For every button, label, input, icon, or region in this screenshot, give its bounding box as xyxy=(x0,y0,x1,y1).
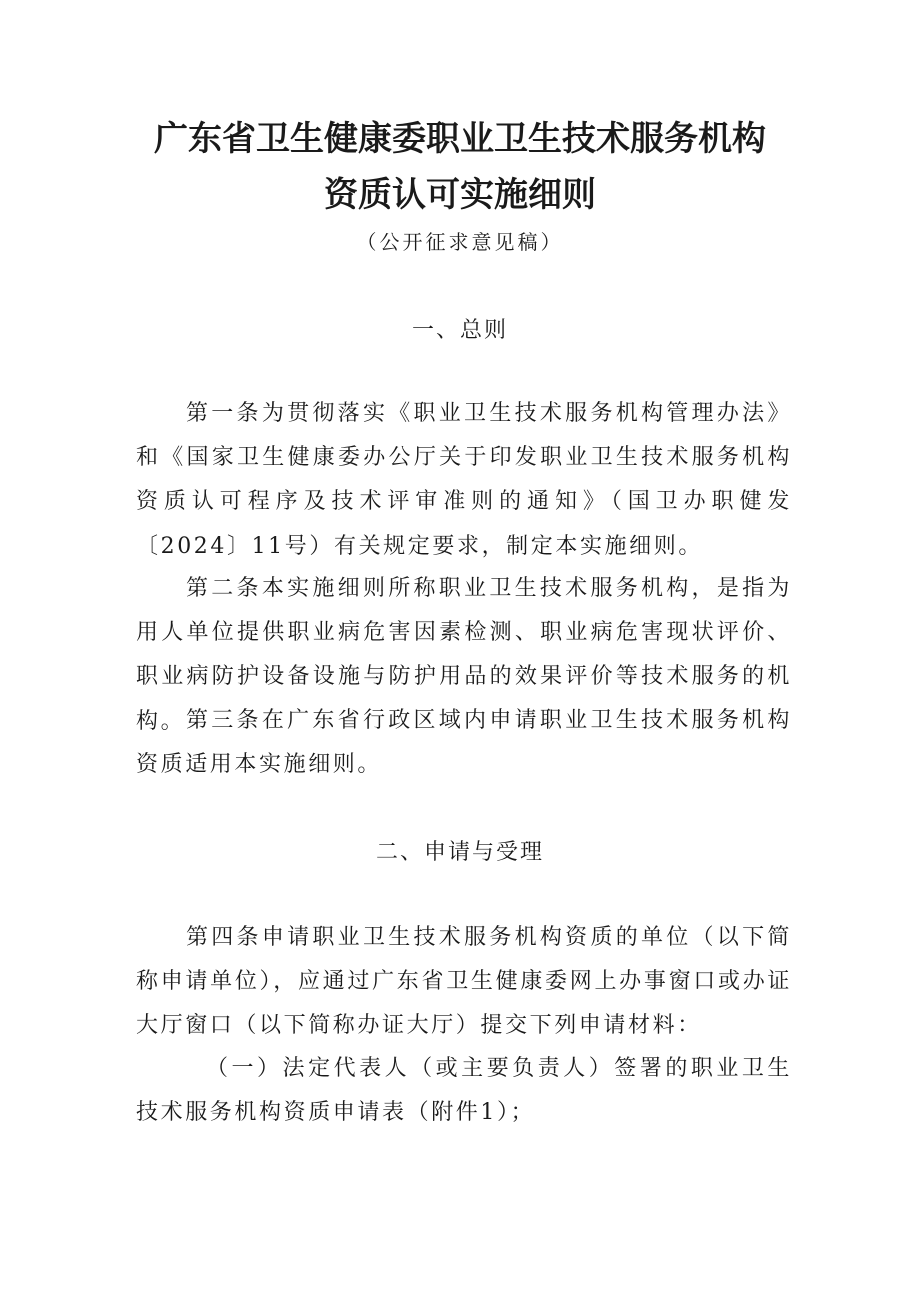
article-3-paragraph: 第三条在广东省行政区域内申请职业卫生技术服务机构资质适用本实施细则。 xyxy=(136,708,792,778)
article-2-paragraph: 第二条本实施细则所称职业卫生技术服务机构，是指为用人单位提供职业病危害因素检测、职业病危害现状评价、职业病防护设备设施与防护用品的效果评价等技术服务的机构。 xyxy=(136,576,792,734)
document-title-line-2: 资质认可实施细则 xyxy=(324,175,596,215)
article-1-paragraph: 第一条为贯彻落实《职业卫生技术服务机构管理办法》和《国家卫生健康委办公厅关于印发职业卫生技术服务机构资质认可程序及技术评审准则的通知》（国卫办职健发〔2024〕11号）有关规定要求，制定本实施细则。 xyxy=(136,401,792,559)
article-4-paragraph: 第四条申请职业卫生技术服务机构资质的单位（以下简称申请单位），应通过广东省卫生健康委网上办事窗口或办证大厅窗口（以下简称办证大厅）提交下列申请材料： xyxy=(136,925,792,1039)
section-heading-application: 二、申请与受理 xyxy=(375,840,544,865)
document-title-line-1: 广东省卫生健康委职业卫生技术服务机构 xyxy=(154,119,766,159)
document-subtitle: （公开征求意见稿） xyxy=(356,230,564,254)
section-heading-general: 一、总则 xyxy=(411,318,508,343)
article-4-item-1: （一）法定代表人（或主要负责人）签署的职业卫生技术服务机构资质申请表（附件1）； xyxy=(136,1056,792,1126)
